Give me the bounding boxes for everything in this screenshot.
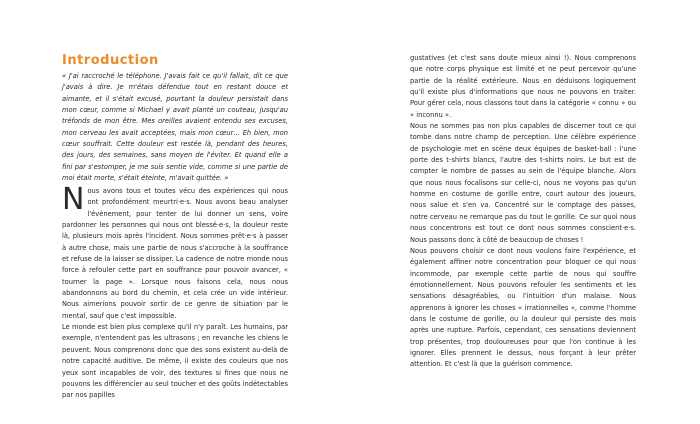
paragraph-text: ous avons tous et toutes vécu des expériences qui nous ont profondément meurtri·e·s. Nous avons beau analyser l'événement, pour tenter de lui donner un sens, voire pardonner les personnes qui nous ont blessé·e·s, la douleur reste là, plusieurs mois après l'incident. Nous sommes prêt·e·s à passer à autre chose, mais une partie de nous s'accroche à la souffrance et refuse de la laisser se dissiper. La cadence de notre monde nous force à refouler cette part en souffrance pour pouvoir avancer, « tourner la page ». Lorsque nous faisons cela, nous nous abandonnons au bord du chemin, et cela crée un vide intérieur. Nous aimerions pouvoir sortir de ce genre de situation par le mental, sauf que c'est impossible. xyxy=(62,187,288,320)
left-body-text xyxy=(62,182,288,402)
paragraph xyxy=(62,182,288,322)
paragraph: Nous pouvons choisir ce dont nous voulons faire l'expérience, et également affiner notre concentration pour bloquer ce qui nous incommode, par exemple cette partie de nous qui souffre émotionnellement. Nous pouvons refouler les sentiments et les sensations désagréables, ou l'intuition d'un malaise. Nous apprenons à ignorer les choses « irrationnelles », comme l'homme dans le costume de gorille, ou la douleur qui persiste des mois après une rupture. Parfois, cependant, ces sensations deviennent trop présentes, trop douloureuses pour que l'on continue à les ignorer. Elles prennent le dessus, nous forçant à leur prêter attention. Et c'est là que la guérison commence. xyxy=(410,246,636,369)
quote-text: « J'ai raccroché le téléphone. J'avais fait ce qu'il fallait, dit ce que j'avais à dire. Je m'étais défendue tout en restant douce et aimante, et il s'était excusé, pourtant la douleur persistait dans mon cœur, comme si Michael y avait planté un couteau, jusqu'au tréfonds de mon être. Mes oreilles avaient entendu ses excuses, mon cerveau les avait acceptées, mais mon cœur… Eh bien, mon cœur souffrait. Cette douleur est restée là, pendant des heures, des jours, des semaines, sans moyen de l'éviter. Et quand elle a fini par s'estomper, je me suis sentie vide, comme si une partie de moi était morte, s'était éteinte, m'avait quittée. » xyxy=(62,72,288,183)
paragraph: gustatives (et c'est sans doute mieux ainsi !). Nous comprenons que notre corps physique est limité et ne peut percevoir qu'une partie de la réalité extérieure. Nous en déduisons logiquement qu'il existe plus d'informations que nous ne pouvons en traiter. Pour gérer cela, nous classons tout dans la catégorie « connu » ou « inconnu ». xyxy=(410,54,636,119)
epigraph-quote xyxy=(62,71,288,184)
paragraph: Le monde est bien plus complexe qu'il n'y paraît. Les humains, par exemple, n'entendent pas les ultrasons ; en revanche les chiens le peuvent. Nous comprenons donc que des sons existent au-delà de notre capacité auditive. De même, il existe des couleurs que nos yeux sont incapables de voir, des textures si fines que nous ne pouvons les différencier au seul toucher et des goûts indétectables par nos papilles xyxy=(62,323,288,400)
paragraph: Nous ne sommes pas non plus capables de discerner tout ce qui tombe dans notre champ de perception. Une célèbre expérience de psychologie met en scène deux équipes de basket-ball : l'une porte des t-shirts blancs, l'autre des t-shirts noirs. Le but est de compter le nombre de passes au sein de l'équipe blanche. Alors que nous nous focalisons sur celle-ci, nous ne voyons pas qu'un homme en costume de gorille entre, court autour des joueurs, nous salue et s'en va. Concentré sur le comptage des passes, notre cerveau ne remarque pas du tout le gorille. Ce sur quoi nous nous concentrons est tout ce dont nous sommes conscient·e·s. Nous passons donc à côté de beaucoup de choses ! xyxy=(410,122,636,244)
right-body-text xyxy=(410,53,636,371)
chapter-title: Introduction xyxy=(62,53,159,68)
drop-cap: N xyxy=(62,182,85,217)
